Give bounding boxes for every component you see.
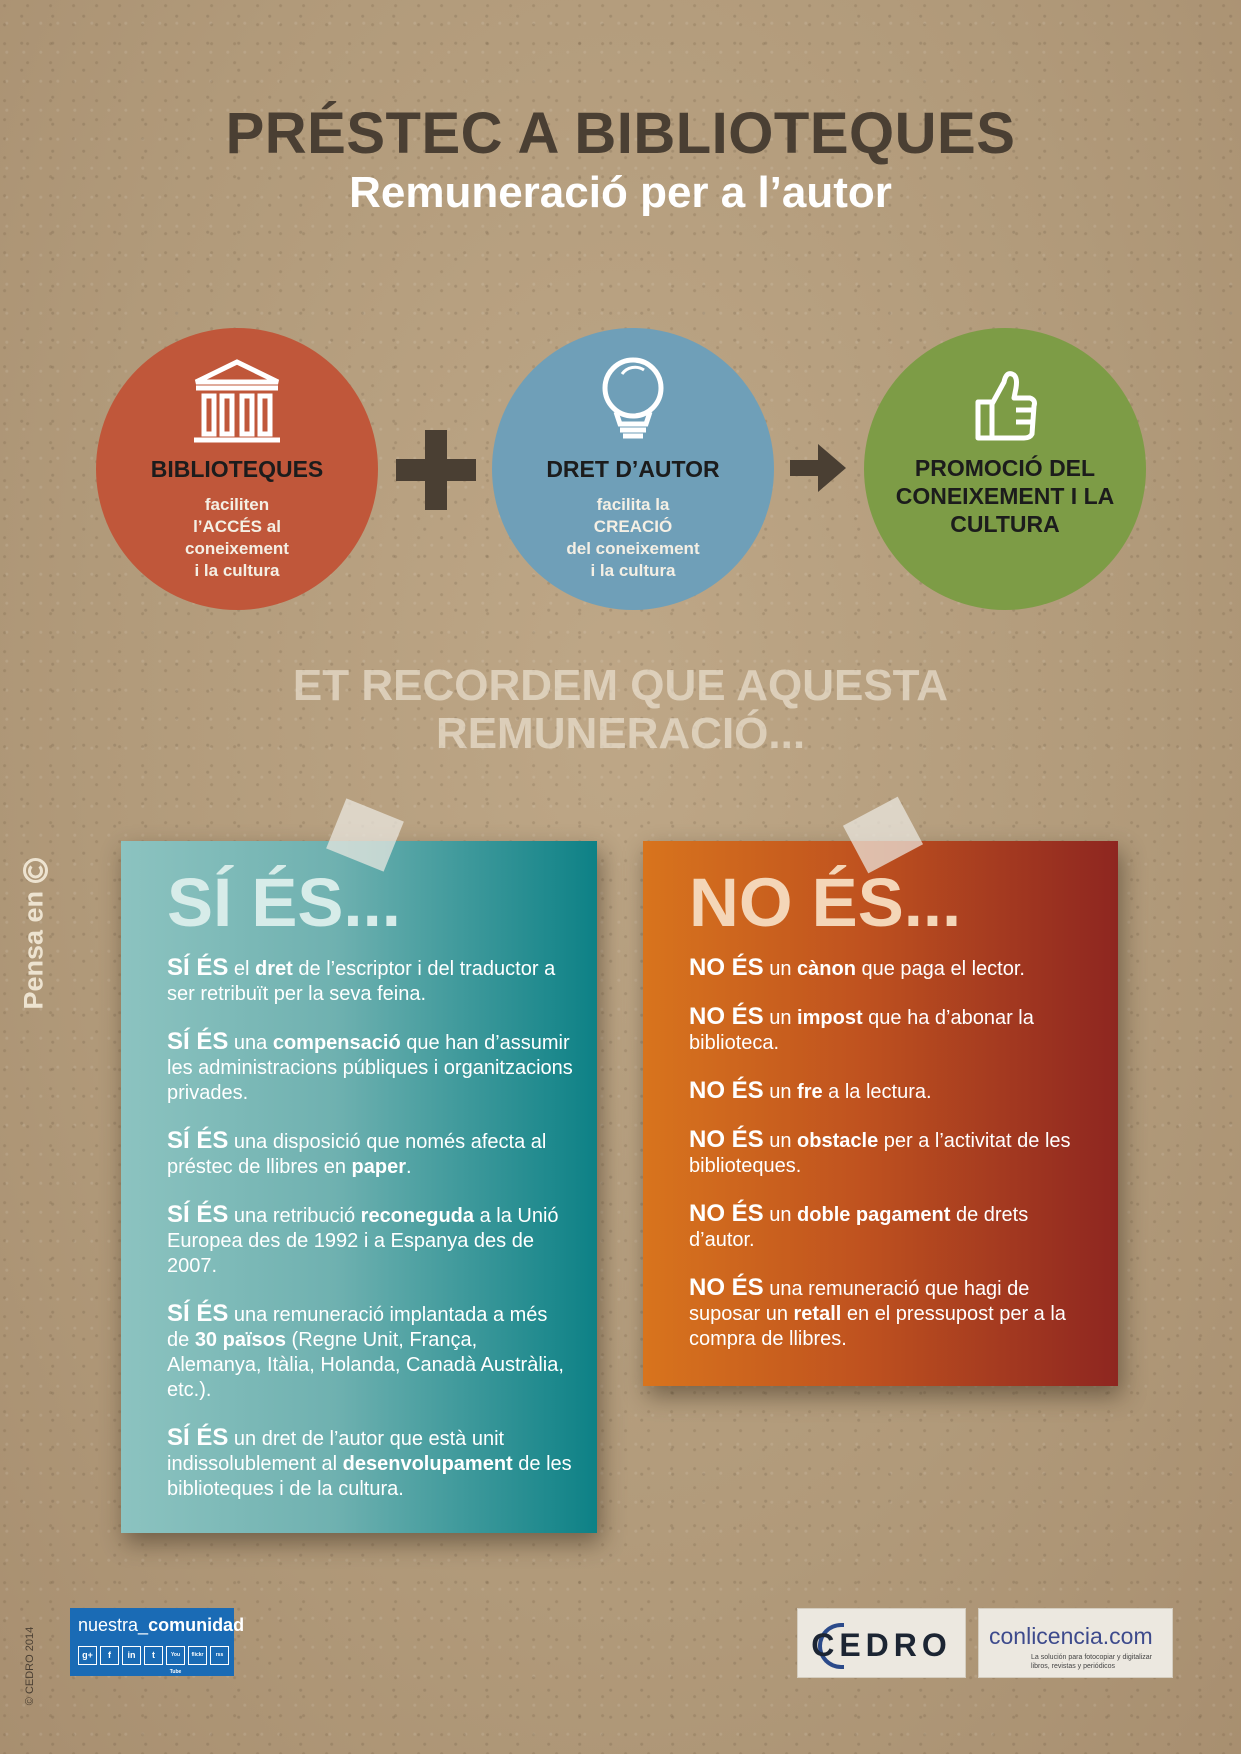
social-icon[interactable]: You Tube — [166, 1646, 185, 1665]
no-list-item: NO ÉS una remuneració que hagi de suposar un retall en el pressupost per a la compra de llibres. — [689, 1274, 1066, 1350]
copyright-notice: © CEDRO 2014 — [24, 1626, 36, 1706]
reminder-heading: ET RECORDEM QUE AQUESTA REMUNERACIÓ... — [292, 661, 949, 758]
social-icon[interactable]: g+ — [78, 1646, 97, 1665]
no-list-item: NO ÉS un impost que ha d’abonar la biblioteca. — [689, 1003, 1034, 1054]
nuestra-comunidad-badge[interactable]: nuestra_comunidad g+ f in t You Tube flickr rss — [70, 1608, 234, 1676]
social-icon[interactable]: t — [144, 1646, 163, 1665]
yes-list-item: SÍ ÉS una retribució reconeguda a la Unió Europea des de 1992 i a Espanya des de 2007. — [167, 1201, 559, 1277]
page-title: PRÉSTEC A BIBLIOTEQUES — [225, 101, 1016, 166]
promotion-circle — [864, 328, 1146, 610]
no-list-item: NO ÉS un fre a la lectura. — [689, 1077, 932, 1104]
copyright-circle-icon — [19, 857, 49, 883]
social-icon[interactable]: in — [122, 1646, 141, 1665]
no-list-item: NO ÉS un doble pagament de drets d’autor. — [689, 1200, 1029, 1251]
yes-list-item: SÍ ÉS un dret de l’autor que està unit indissolublement al desenvolupament de les biblioteques i de la cultura. — [167, 1424, 572, 1500]
no-list — [689, 955, 1096, 1374]
social-icon[interactable]: f — [100, 1646, 119, 1665]
circle-heading: PROMOCIÓ DEL CONEIXEMENT I LA CULTURA — [895, 455, 1115, 537]
arrow-right-icon — [790, 442, 848, 494]
yes-panel — [121, 841, 597, 1533]
yes-list — [167, 955, 575, 1524]
lightbulb-icon — [492, 356, 774, 453]
no-list-item: NO ÉS un obstacle per a l’activitat de les biblioteques. — [689, 1126, 1071, 1177]
social-icons — [78, 1646, 229, 1675]
no-panel — [643, 841, 1118, 1386]
yes-list-item: SÍ ÉS el dret de l’escriptor i del traductor a ser retribuït per la seva feina. — [167, 954, 556, 1005]
circle-heading: BIBLIOTEQUES — [150, 456, 324, 482]
yes-list-item: SÍ ÉS una compensació que han d’assumir les administracions públiques i organitzacions privades. — [167, 1028, 573, 1104]
library-building-icon — [96, 358, 378, 453]
thumbs-up-icon — [864, 368, 1146, 449]
plus-icon — [396, 430, 476, 510]
no-list-item: NO ÉS un cànon que paga el lector. — [689, 954, 1025, 981]
libraries-circle — [96, 328, 378, 610]
circle-heading: DRET D’AUTOR — [546, 456, 720, 482]
no-panel-heading: NO ÉS... — [689, 864, 962, 941]
yes-list-item: SÍ ÉS una disposició que només afecta al préstec de llibres en paper. — [167, 1127, 547, 1178]
circle-text: faciliten l’ACCÉS al coneixement i la cultura — [185, 495, 289, 580]
yes-list-item: SÍ ÉS una remuneració implantada a més de 30 països (Regne Unit, França, Alemanya, Itàlia, Holanda, Canadà Austràlia, etc.). — [167, 1300, 564, 1401]
copyright-circle — [492, 328, 774, 610]
conlicencia-logo[interactable]: conlicencia.com La solución para fotocopiar y digitalizar libros, revistas y periódicos — [978, 1608, 1173, 1678]
social-icon[interactable]: flickr — [188, 1646, 207, 1665]
cedro-logo[interactable]: CEDRO — [797, 1608, 966, 1678]
page-subtitle: Remuneració per a l’autor — [349, 168, 892, 217]
pensa-en-logo: Pensa en — [12, 840, 72, 1020]
yes-panel-heading: SÍ ÉS... — [167, 864, 401, 941]
social-icon[interactable]: rss — [210, 1646, 229, 1665]
circle-text: facilita la CREACIÓ del coneixement i la cultura — [566, 495, 700, 580]
